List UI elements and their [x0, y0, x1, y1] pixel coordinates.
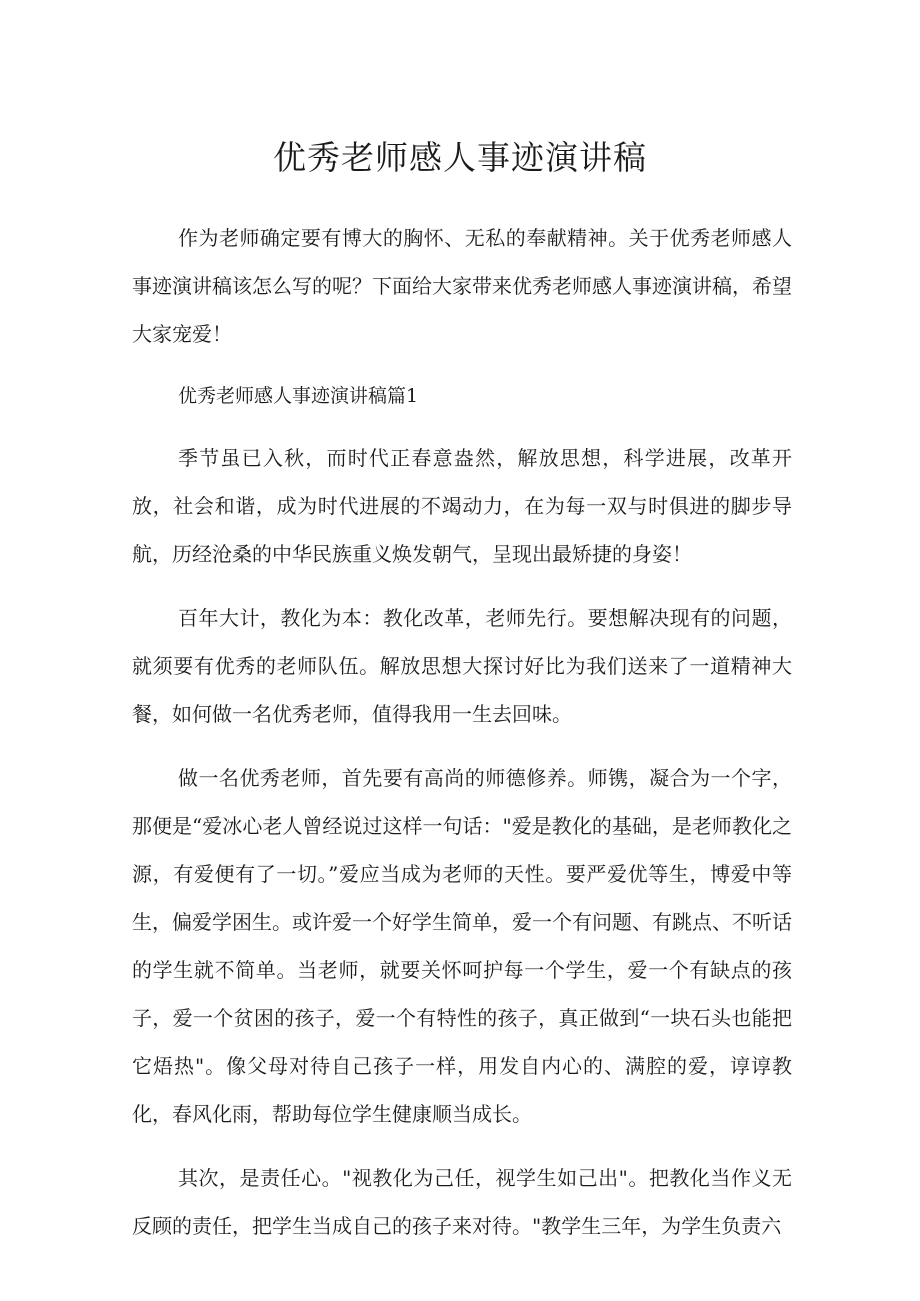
paragraph-3: 做一名优秀老师，首先要有高尚的师德修养。师镌，凝合为一个字，那便是“爱冰心老人曾经说过这样一句话："爱是教化的基础，是老师教化之源，有爱便有了一切。”爱应当成为老师的天性。要严爱优等生，博爱中等生，偏爱学困生。或许爱一个好学生简单，爱一个有问题、有跳点、不听话的学生就不简单。当老师，就要关怀呵护每一个学生，爱一个有缺点的孩子，爱一个贫困的孩子，爱一个有特性的孩子，真正做到“一块石头也能把它焐热"。像父母对待自己孩子一样，用发自内心的、满腔的爱，谆谆教化，春风化雨，帮助每位学生健康顺当成长。	[132, 766, 792, 1126]
document-title: 优秀老师感人事迹演讲稿	[273, 138, 647, 177]
paragraph-1: 季节虽已入秋，而时代正春意盎然，解放思想，科学进展，改革开放，社会和谐，成为时代进展的不竭动力，在为每一双与时俱进的脚步导航，历经沧桑的中华民族重义焕发朝气，呈现出最矫捷的身姿！	[132, 446, 792, 566]
paragraph-2: 百年大计，教化为本：教化改革，老师先行。要想解决现有的问题，就须要有优秀的老师队伍。解放思想大探讨好比为我们送来了一道精神大餐，如何做一名优秀老师，值得我用一生去回味。	[132, 606, 792, 726]
section-heading: 优秀老师感人事迹演讲稿篇1	[178, 385, 419, 407]
intro-paragraph: 作为老师确定要有博大的胸怀、无私的奉献精神。关于优秀老师感人事迹演讲稿该怎么写的呢？下面给大家带来优秀老师感人事迹演讲稿，希望大家宠爱！	[132, 226, 792, 346]
paragraph-4: 其次，是责任心。"视教化为己任，视学生如己出"。把教化当作义无反顾的责任，把学生当成自己的孩子来对待。"教学生三年，为学生负责六	[132, 1166, 792, 1238]
document-body	[132, 214, 792, 1266]
